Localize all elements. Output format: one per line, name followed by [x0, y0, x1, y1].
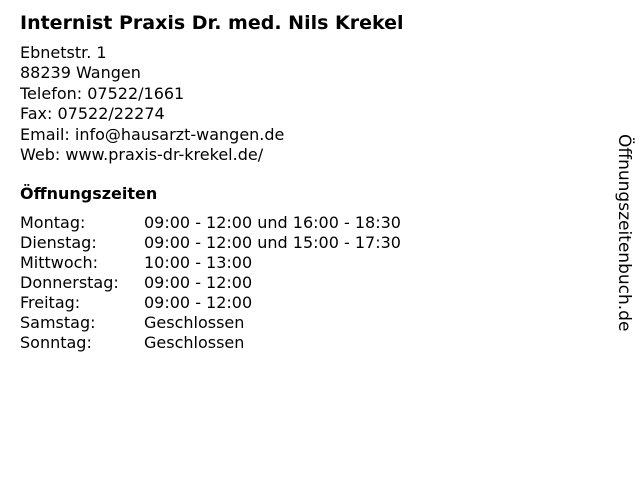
hours-row-saturday	[20, 313, 401, 333]
time-value: 09:00 - 12:00	[144, 273, 253, 292]
practice-title: Internist Praxis Dr. med. Nils Krekel	[20, 12, 404, 34]
brand-watermark: Öffnungszeitenbuch.de	[614, 134, 634, 332]
website-url: Web: www.praxis-dr-krekel.de/	[20, 145, 264, 165]
hours-row-tuesday	[20, 233, 401, 253]
day-label: Mittwoch:	[20, 253, 98, 272]
day-label: Dienstag:	[20, 233, 97, 252]
time-value: Geschlossen	[144, 313, 245, 332]
hours-row-sunday	[20, 333, 401, 353]
hours-row-friday	[20, 293, 401, 313]
hours-row-monday	[20, 213, 401, 233]
day-label: Sonntag:	[20, 333, 92, 352]
time-value: Geschlossen	[144, 333, 245, 352]
opening-hours-table	[20, 213, 401, 353]
street-address: Ebnetstr. 1	[20, 43, 107, 62]
city-address: 88239 Wangen	[20, 63, 141, 83]
day-label: Samstag:	[20, 313, 96, 332]
fax-number: Fax: 07522/22274	[20, 104, 165, 124]
opening-hours-heading: Öffnungszeiten	[20, 184, 158, 203]
day-label: Donnerstag:	[20, 273, 119, 292]
time-value: 09:00 - 12:00 und 15:00 - 17:30	[144, 233, 401, 252]
time-value: 09:00 - 12:00	[144, 293, 253, 312]
time-value: 09:00 - 12:00 und 16:00 - 18:30	[144, 213, 401, 232]
time-value: 10:00 - 13:00	[144, 253, 253, 272]
phone-number: Telefon: 07522/1661	[20, 83, 185, 103]
day-label: Montag:	[20, 213, 86, 232]
day-label: Freitag:	[20, 293, 81, 312]
hours-row-wednesday	[20, 253, 401, 273]
email-address: Email: info@hausarzt-wangen.de	[20, 124, 285, 144]
hours-row-thursday	[20, 273, 401, 293]
contact-block	[20, 43, 284, 165]
